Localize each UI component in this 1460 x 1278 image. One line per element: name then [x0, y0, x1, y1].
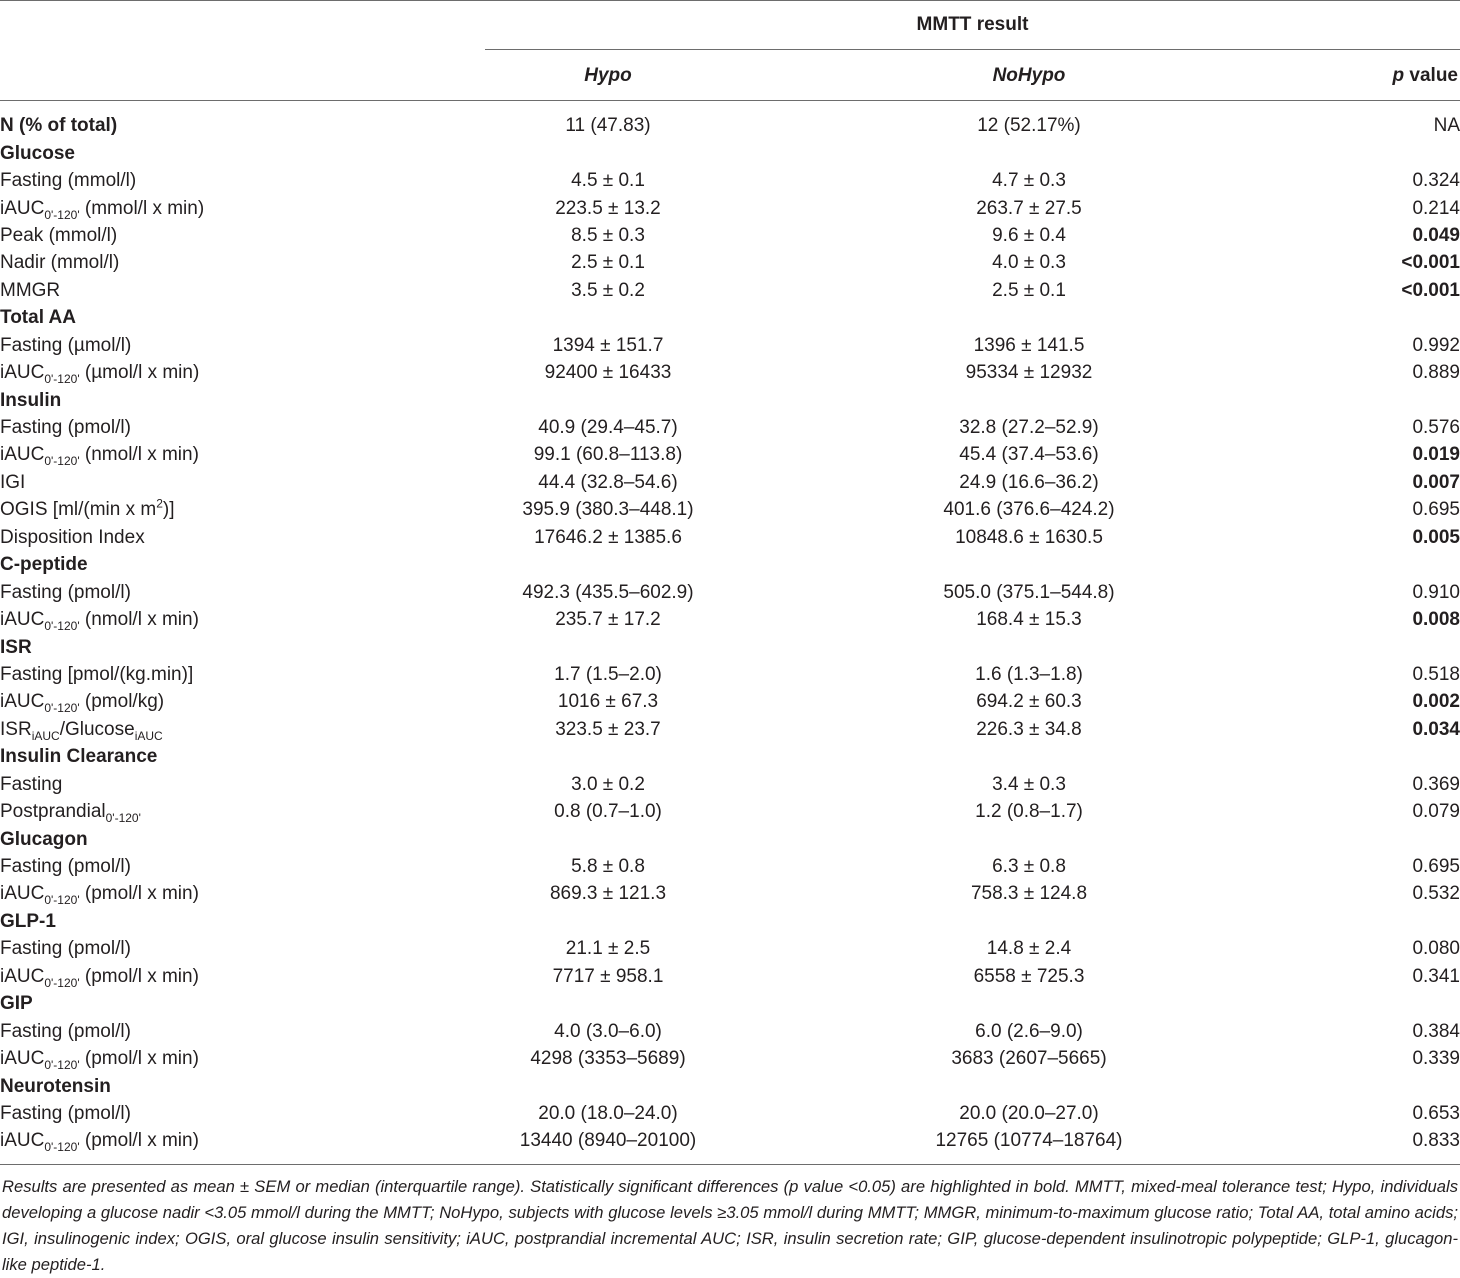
hypo-value: 20.0 (18.0–24.0): [538, 1102, 678, 1124]
hypo-value: 1016 ± 67.3: [557, 691, 659, 713]
row-label: IGI: [0, 471, 26, 493]
table-group-row: [0, 386, 1460, 413]
row-label: C-peptide: [0, 554, 88, 576]
row-label: iAUC$_{0'-120'}$ (pmol/l x min): [0, 1048, 199, 1072]
hypo-value: 395.9 (380.3–448.1): [522, 499, 694, 521]
nohypo-value: [906, 990, 1152, 1017]
hypo-value: 3.0 ± 0.2: [571, 773, 645, 795]
hypo-value: 2.5 ± 0.1: [571, 252, 645, 274]
column-header-p-value: p value: [1392, 65, 1458, 86]
table-row: [0, 332, 1460, 359]
column-gap: [731, 194, 906, 221]
hypo-value: [485, 1072, 731, 1099]
p-value: 0.910: [1412, 581, 1460, 603]
hypo-value: 92400 ± 16433: [544, 362, 672, 384]
column-gap: [731, 825, 906, 852]
table-row: [0, 496, 1460, 523]
table-group-row: [0, 990, 1460, 1017]
row-label: Fasting (µmol/l): [0, 334, 132, 356]
nohypo-value: 1.6 (1.3–1.8): [975, 663, 1083, 685]
hypo-value: 4.5 ± 0.1: [571, 170, 645, 192]
row-label: iAUC$_{0'-120'}$ (mmol/l x min): [0, 197, 205, 222]
p-value: [1152, 1072, 1460, 1099]
row-label: iAUC$_{0'-120'}$ (nmol/l x min): [0, 609, 199, 633]
p-value: 0.653: [1412, 1102, 1460, 1124]
column-gap: [731, 386, 906, 413]
table-footnote: Results are presented as mean ± SEM or median (interquartile range). Statistically significant differences (p value <0.05) are highlighted in bold. MMTT, mixed-meal tolerance test; Hypo, individuals developing a glucose nadir <3.05 mmol/l during the MMTT; NoHypo, subjects with glucose levels ≥3.05 mmol/l during MMTT; MMGR, minimum-to-maximum glucose ratio; Total AA, total amino acids; IGI, insulinogenic index; OGIS, oral glucose insulin sensitivity; iAUC, postprandial incremental AUC; ISR, insulin secretion rate; GIP, glucose-dependent insulinotropic polypeptide; GLP-1, glucagon-like peptide-1.: [2, 1177, 1458, 1274]
hypo-value: 323.5 ± 23.7: [555, 718, 661, 740]
nohypo-value: 10848.6 ± 1630.5: [955, 526, 1103, 548]
row-label: OGIS [ml/(min x $m^2$)]: [0, 497, 175, 521]
p-value: [1152, 825, 1460, 852]
row-label: iAUC$_{0'-120'}$ (nmol/l x min): [0, 444, 199, 469]
p-value: 0.034: [1412, 718, 1460, 740]
p-value: [1152, 304, 1460, 331]
hypo-value: 5.8 ± 0.8: [571, 856, 645, 878]
nohypo-value: 6.3 ± 0.8: [992, 856, 1066, 878]
table-group-row: [0, 633, 1460, 660]
nohypo-value: 505.0 (375.1–544.8): [943, 581, 1115, 603]
nohypo-value: [906, 743, 1152, 770]
p-value: 0.695: [1412, 856, 1460, 878]
p-value: 0.369: [1412, 773, 1460, 795]
p-value: [1152, 743, 1460, 770]
column-gap: [731, 908, 906, 935]
column-gap: [731, 606, 906, 633]
row-label: Fasting (pmol/l): [0, 856, 131, 878]
hypo-value: [485, 990, 731, 1017]
p-value: <0.001: [1401, 252, 1460, 274]
table-row: [0, 1100, 1460, 1127]
column-gap: [731, 661, 906, 688]
p-value: 0.889: [1412, 362, 1460, 384]
p-value: 0.341: [1412, 965, 1460, 987]
row-label: Fasting [pmol/(kg.min)]: [0, 663, 194, 685]
column-gap: [731, 578, 906, 605]
row-label: Glucose: [0, 142, 75, 164]
row-label: iAUC$_{0'-120'}$ (pmol/l x min): [0, 883, 199, 908]
table-bottom-rule: [0, 1164, 1460, 1165]
p-value: [1152, 551, 1460, 578]
table-row: [0, 716, 1460, 743]
table-group-row: [0, 908, 1460, 935]
nohypo-value: 758.3 ± 124.8: [970, 883, 1088, 905]
table-row: [0, 688, 1460, 715]
nohypo-value: 24.9 (16.6–36.2): [959, 471, 1099, 493]
table-row: [0, 880, 1460, 907]
column-gap: [731, 496, 906, 523]
table-group-row: [0, 1072, 1460, 1099]
row-label: iAUC$_{0'-120'}$ (pmol/l x min): [0, 965, 199, 990]
hypo-value: 223.5 ± 13.2: [555, 197, 661, 219]
p-value: 0.080: [1412, 938, 1460, 960]
column-gap: [731, 469, 906, 496]
hypo-value: 0.8 (0.7–1.0): [554, 801, 662, 823]
nohypo-value: 2.5 ± 0.1: [992, 279, 1066, 301]
table-row: [0, 661, 1460, 688]
table-group-row: [0, 304, 1460, 331]
hypo-value: 11 (47.83): [565, 115, 651, 137]
column-gap: [731, 1072, 906, 1099]
p-value: [1152, 908, 1460, 935]
table-row: [0, 606, 1460, 633]
row-label: Fasting (pmol/l): [0, 581, 131, 603]
table-group-row: [0, 743, 1460, 770]
column-gap: [731, 139, 906, 166]
p-value: [1152, 633, 1460, 660]
nohypo-value: [906, 633, 1152, 660]
column-gap: [731, 524, 906, 551]
table-group-row: [0, 551, 1460, 578]
nohypo-value: [906, 1072, 1152, 1099]
table-row: [0, 578, 1460, 605]
column-gap: [731, 880, 906, 907]
table-row: [0, 1127, 1460, 1154]
nohypo-value: 694.2 ± 60.3: [976, 691, 1082, 713]
p-value: 0.079: [1412, 801, 1460, 823]
row-label: Peak (mmol/l): [0, 224, 118, 246]
p-value: 0.008: [1412, 609, 1460, 631]
row-label: Insulin Clearance: [0, 746, 158, 768]
nohypo-value: 401.6 (376.6–424.2): [943, 499, 1115, 521]
hypo-value: [485, 551, 731, 578]
row-label: Neurotensin: [0, 1075, 111, 1097]
results-table-body: [0, 112, 1460, 1155]
nohypo-value: 45.4 (37.4–53.6): [959, 444, 1099, 466]
nohypo-value: [906, 139, 1152, 166]
column-gap: [731, 963, 906, 990]
nohypo-value: [906, 908, 1152, 935]
p-value: 0.576: [1412, 417, 1460, 439]
nohypo-value: 14.8 ± 2.4: [986, 938, 1072, 960]
table-row: [0, 524, 1460, 551]
row-label: GLP-1: [0, 910, 56, 932]
hypo-value: [485, 139, 731, 166]
column-gap: [731, 743, 906, 770]
p-value: 0.002: [1412, 691, 1460, 713]
p-value: 0.324: [1412, 170, 1460, 192]
p-value: 0.384: [1412, 1020, 1460, 1042]
table-row: [0, 469, 1460, 496]
nohypo-value: 6.0 (2.6–9.0): [975, 1020, 1083, 1042]
p-value: <0.001: [1401, 279, 1460, 301]
hypo-value: 44.4 (32.8–54.6): [538, 471, 678, 493]
hypo-value: 1.7 (1.5–2.0): [554, 663, 662, 685]
p-value: 0.518: [1412, 663, 1460, 685]
nohypo-value: 9.6 ± 0.4: [992, 224, 1066, 246]
hypo-value: 8.5 ± 0.3: [571, 224, 645, 246]
nohypo-value: [906, 551, 1152, 578]
row-label: Postprandial$_{0'-120'}$: [0, 801, 141, 825]
column-gap: [731, 167, 906, 194]
column-gap: [731, 1045, 906, 1072]
column-gap: [731, 359, 906, 386]
table-row: [0, 798, 1460, 825]
column-header-hypo: Hypo: [584, 65, 632, 86]
row-label: iAUC$_{0'-120'}$ (µmol/l x min): [0, 362, 200, 386]
row-label: Nadir (mmol/l): [0, 252, 120, 274]
nohypo-value: 12765 (10774–18764): [935, 1130, 1123, 1152]
table-row: [0, 853, 1460, 880]
row-label: Fasting (pmol/l): [0, 1102, 131, 1124]
row-label: N (% of total): [0, 115, 118, 137]
column-gap: [731, 688, 906, 715]
nohypo-value: 95334 ± 12932: [965, 362, 1093, 384]
column-gap: [731, 1100, 906, 1127]
hypo-value: 235.7 ± 17.2: [555, 609, 661, 631]
p-value: 0.833: [1412, 1130, 1460, 1152]
column-gap: [731, 112, 906, 139]
p-value: 0.214: [1412, 197, 1460, 219]
column-gap: [731, 222, 906, 249]
row-label: Fasting: [0, 773, 63, 795]
row-label: ISR: [0, 636, 32, 658]
nohypo-value: 32.8 (27.2–52.9): [959, 417, 1099, 439]
column-gap: [731, 935, 906, 962]
row-label: Insulin: [0, 389, 62, 411]
p-value: [1152, 990, 1460, 1017]
row-label: iAUC$_{0'-120'}$ (pmol/l x min): [0, 1130, 199, 1155]
p-value: 0.339: [1412, 1048, 1460, 1070]
table-row: [0, 249, 1460, 276]
column-gap: [731, 716, 906, 743]
p-value: 0.005: [1412, 526, 1460, 548]
table-row: [0, 222, 1460, 249]
table-row: [0, 935, 1460, 962]
header-bottom-rule: [0, 100, 1460, 101]
hypo-value: 17646.2 ± 1385.6: [534, 526, 682, 548]
p-value: 0.007: [1412, 471, 1460, 493]
nohypo-value: 4.7 ± 0.3: [992, 170, 1066, 192]
nohypo-value: 6558 ± 725.3: [973, 965, 1085, 987]
hypo-value: 99.1 (60.8–113.8): [533, 444, 683, 466]
hypo-value: [485, 304, 731, 331]
column-gap: [731, 414, 906, 441]
row-label: MMGR: [0, 279, 61, 301]
row-label: Disposition Index: [0, 526, 145, 548]
row-label: iAUC$_{0'-120'}$ (pmol/kg): [0, 691, 165, 716]
table-row: [0, 277, 1460, 304]
hypo-value: 3.5 ± 0.2: [571, 279, 645, 301]
p-value: 0.695: [1412, 499, 1460, 521]
table-row: [0, 771, 1460, 798]
column-gap: [731, 277, 906, 304]
row-label: Total AA: [0, 307, 76, 329]
table-row: [0, 194, 1460, 221]
table-top-rule: [0, 0, 1460, 1]
nohypo-value: [906, 825, 1152, 852]
nohypo-value: 168.4 ± 15.3: [976, 609, 1082, 631]
p-value: 0.049: [1412, 224, 1460, 246]
table-group-row: [0, 139, 1460, 166]
table-row: [0, 441, 1460, 468]
table-row: [0, 1045, 1460, 1072]
column-gap: [731, 551, 906, 578]
table-row: [0, 167, 1460, 194]
column-gap: [731, 633, 906, 660]
p-value: [1152, 139, 1460, 166]
column-gap: [731, 1017, 906, 1044]
table-row: [0, 963, 1460, 990]
column-gap: [731, 771, 906, 798]
row-label: Fasting (pmol/l): [0, 938, 131, 960]
hypo-value: 4298 (3353–5689): [530, 1048, 686, 1070]
table-group-row: [0, 825, 1460, 852]
hypo-value: 7717 ± 958.1: [552, 965, 664, 987]
nohypo-value: 20.0 (20.0–27.0): [959, 1102, 1099, 1124]
hypo-value: 869.3 ± 121.3: [549, 883, 667, 905]
table-row: [0, 414, 1460, 441]
mmtt-result-header: MMTT result: [916, 14, 1029, 35]
nohypo-value: 3.4 ± 0.3: [992, 773, 1066, 795]
row-label: $ISR_{iAUC}/Glucose_{iAUC}$: [0, 718, 163, 743]
nohypo-value: 3683 (2607–5665): [951, 1048, 1107, 1070]
hypo-value: [485, 633, 731, 660]
table-row: [0, 359, 1460, 386]
table-row: [0, 112, 1460, 139]
p-value: 0.992: [1412, 334, 1460, 356]
column-header-nohypo: NoHypo: [992, 65, 1066, 86]
p-value: NA: [1433, 115, 1460, 137]
nohypo-value: [906, 304, 1152, 331]
row-label: GIP: [0, 993, 33, 1015]
hypo-value: [485, 743, 731, 770]
nohypo-value: 226.3 ± 34.8: [976, 718, 1082, 740]
hypo-value: [485, 386, 731, 413]
results-table: [0, 112, 1460, 1155]
p-value: 0.019: [1412, 444, 1460, 466]
column-gap: [731, 853, 906, 880]
row-label: Fasting (pmol/l): [0, 417, 131, 439]
hypo-value: [485, 825, 731, 852]
column-gap: [731, 990, 906, 1017]
hypo-value: 21.1 ± 2.5: [565, 938, 651, 960]
p-value: 0.532: [1412, 883, 1460, 905]
column-gap: [731, 304, 906, 331]
nohypo-value: 1396 ± 141.5: [973, 334, 1085, 356]
column-gap: [731, 332, 906, 359]
column-gap: [731, 1127, 906, 1154]
row-label: Fasting (mmol/l): [0, 170, 137, 192]
hypo-value: 1394 ± 151.7: [552, 334, 664, 356]
row-label: Fasting (pmol/l): [0, 1020, 131, 1042]
column-gap: [731, 441, 906, 468]
hypo-value: 4.0 (3.0–6.0): [554, 1020, 662, 1042]
table-row: [0, 1017, 1460, 1044]
nohypo-value: 12 (52.17%): [977, 115, 1081, 137]
row-label: Glucagon: [0, 828, 88, 850]
header-span-rule: [485, 49, 1460, 50]
hypo-value: 13440 (8940–20100): [519, 1130, 697, 1152]
nohypo-value: 4.0 ± 0.3: [992, 252, 1066, 274]
nohypo-value: 1.2 (0.8–1.7): [975, 801, 1083, 823]
p-value: [1152, 386, 1460, 413]
hypo-value: 40.9 (29.4–45.7): [538, 417, 678, 439]
nohypo-value: [906, 386, 1152, 413]
column-gap: [731, 798, 906, 825]
hypo-value: 492.3 (435.5–602.9): [522, 581, 694, 603]
column-gap: [731, 249, 906, 276]
nohypo-value: 263.7 ± 27.5: [976, 197, 1082, 219]
hypo-value: [485, 908, 731, 935]
